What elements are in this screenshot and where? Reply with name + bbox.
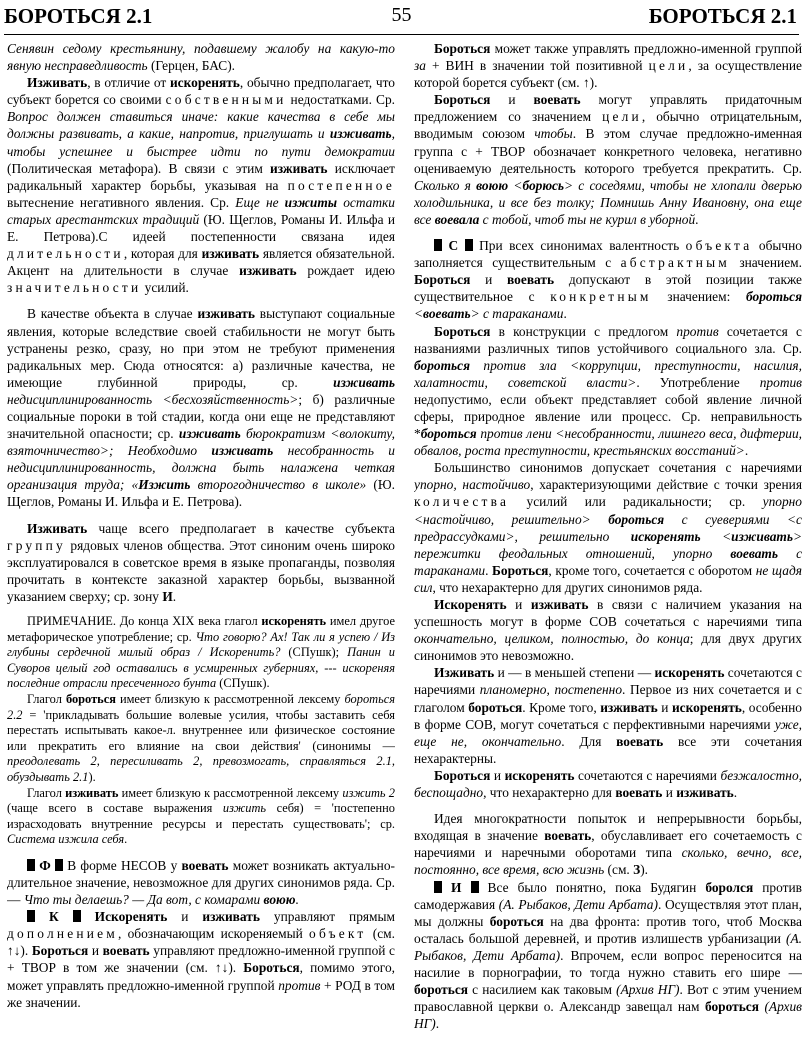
paragraph-zone-i: И Все было понятно, пока Будягин боролся против самодержавия (А. Рыбаков, Дети Арбата). Осуществляя этот план, мы должны бороться на два фронта: против того, чтоб Москва осталась большой деревней, и против излишеств урбанизации (А. Рыбаков, Дети Арбата). Впрочем, если вопрос переносится на насилие в порнографии, то тогда нужно ставить его шире — бороться с насилием как таковым (Архив НГ). Вот с этим учением православной церкви о. Александр завещал нам бороться (Архив НГ). [414,879,802,1032]
page-header [0,0,803,34]
note-block [7,614,395,848]
note-paragraph: Глагол изживать имеет близкую к рассмотренной лексему изжить 2 (чаще всего в составе выражения изжить себя) = 'постепенно израсходовать внутренние ресурсы и перестать существовать'; ср. Система изжила себя. [7,785,395,847]
paragraph: Изживать, в отличие от искоренять, обычно предполагает, что субъект борется со своими собственными недостатками. Ср. Вопрос должен ставиться иначе: какие качества в себе мы должны развивать, а какие, напротив, приглушать и изживать, чтобы успешнее и быстрее идти по пути демократии (Политическая метафора). В связи с этим изживать исключает радикальный характер борьбы, указывая на постепенное вытеснение негативного явления. Ср. Еще не изжиты остатки старых арестантских традиций (Ю. Щеглов, Романы И. Ильфа и Е. Петрова).С идеей постепенности связана идея длительности, которая для изживать является обязательной. Акцент на длительности в случае изживать рождает идею значительности усилий. [7,75,395,296]
paragraph: Бороться в конструкции с предлогом против сочетается с названиями различных типов устойчивого социального зла. Ср. бороться против зла <коррупции, преступности, насилия, халатности, советской власти>. Употребление против недопустимо, если объект представляет собой явление личной сферы, природное явление или процесс. Ср. неправильность *бороться против лени <несобранности, лишнего веса, дифтерии, обвалов, роста преступности, крестьянских восстаний>. [414,323,802,459]
paragraph: Бороться и воевать могут управлять придаточным предложением со значением цели, обычно отрицательным, вводимым союзом чтобы. В этом случае предложно-именная группа с + ТВОР обозначает конкретного человека, негативно оцениваемую деятельность которого требуется прекратить. Ср. Сколько я воюю <борюсь> с соседями, чтобы не хлопали дверью холодильника, и все без толку; Помнишь Анну Ивановну, она еще все воевала с тобой, чтоб ты не курил в уборной. [414,92,802,227]
note-paragraph: Глагол бороться имеет близкую к рассмотренной лексему бороться 2.2 = 'прикладывать большие волевые усилия, чтобы заставить себя перестать испытывать какое-л. внутреннее или физическое состояние или прекратить его влияние на свои действия' (синонимы — преодолевать 2, пересиливать 2, превозмогать, справляться 2.1, обуздывать 2.1). [7,691,395,784]
left-column [7,40,395,1052]
paragraph: Сенявин седому крестьянину, подавшему жалобу на какую-то явную несправедливость (Герцен, БАС). [7,41,395,74]
paragraph: Изживать и — в меньшей степени — искоренять сочетаются с наречиями планомерно, постепенно. Первое из них сочетается и с глаголом бороться. Кроме того, изживать и искоренять, особенно в форме СОВ, могут сочетаться с перфективными наречиями уже, еще не, окончательно. Для воевать все эти сочетания нехарактерны. [414,665,802,766]
paragraph: Идея многократности попыток и непрерывности борьбы, входящая в значение воевать, обуславливает его сочетаемость с наречиями и наречными оборотами типа сколько, вечно, все, постоянно, все время, всю жизнь (см. З). [414,811,802,878]
paragraph-zone-k: К Искоренять и изживать управляют прямым дополнением, обозначающим искореняемый объект (см. ↑↓). Бороться и воевать управляют предложно-именной группой с + ТВОР в том же значении (см. ↑↓). Бороться, помимо этого, может управлять предложно-именной группой против + РОД в том же значении. [7,909,395,1010]
paragraph-zone-s: С При всех синонимах валентность объекта обычно заполняется существительным с абстрактным значением. Бороться и воевать допускают в этой позиции также существительное с конкретным значением: бороться <воевать> с тараканами. [414,238,802,322]
right-column [414,40,802,1052]
paragraph: Бороться и искоренять сочетаются с наречиями безжалостно, беспощадно, что нехарактерно для воевать и изживать. [414,767,802,801]
header-left-title: БОРОТЬСЯ 2.1 [4,4,153,28]
paragraph: Бороться может также управлять предложно-именной группой за + ВИН в значении той позитивной цели, за осуществление которой борется субъект (см. ↑). [414,41,802,91]
paragraph: Искоренять и изживать в связи с наличием указания на успешность могут в форме СОВ сочетаться с наречиями типа окончательно, целиком, полностью, до конца; для двух других синонимов это невозможно. [414,597,802,664]
paragraph: В качестве объекта в случае изживать выступают социальные явления, которые вследствие своей стабильности не могут быть устранены резко, сразу, но при этом не требуют применения радикальных мер. Сюда относятся: а) различные качества, не имеющие глубинной природы, ср. изживать недисциплинированность <бесхозяйственность>; б) различные социальные пороки в той стадии, когда они еще не представляют значительной опасности; ср. изживать бюрократизм <волокиту, взяточничество>; Необходимо изживать несобранность и недисциплинированность, должна быть налажена четкая организация труда; «Изжить второгодничество в школе» (Ю. Щеглов, Романы И. Ильфа и Е. Петрова). [7,306,395,510]
paragraph: Изживать чаще всего предполагает в качестве субъекта группу рядовых членов общества. Этот синоним очень широко эксплуатировался в советское время в языке пропаганды, позволяя прочитать в контексте заказной характер борьбы, вызванной указанием сверху; ср. зону И. [7,520,395,604]
header-right-title: БОРОТЬСЯ 2.1 [648,4,797,28]
page-number: 55 [391,4,412,26]
paragraph-zone-f: Ф В форме НЕСОВ у воевать может возникать актуально-длительное значение, невозможное для других синонимов ряда. Ср. — Что ты делаешь? — Да вот, с комарами воюю. [7,857,395,908]
paragraph: Большинство синонимов допускает сочетания с наречиями упорно, настойчиво, характеризующими действие с точки зрения количества усилий или радикальности; ср. упорно <настойчиво, решительно> бороться с суевериями <с предрассудками>, решительно искоренять <изживать> пережитки феодальных отношений, упорно воевать с тараканами. Бороться, кроме того, сочетается с оборотом не щадя сил, что нехарактерно для других синонимов ряда. [414,460,802,595]
note-paragraph: ПРИМЕЧАНИЕ. До конца XIX века глагол искоренять имел другое метафорическое употребление; ср. Что говорю? Ах! Так ли я успею / Из глубины сердечной милый образ / Искоренить? (СПушк); Панин и Суворов целый год оставались в усмиренных губерниях, --- искореняя последние отрасли пресеченного бунта (СПушк). [7,614,395,691]
header-rule [4,34,799,35]
